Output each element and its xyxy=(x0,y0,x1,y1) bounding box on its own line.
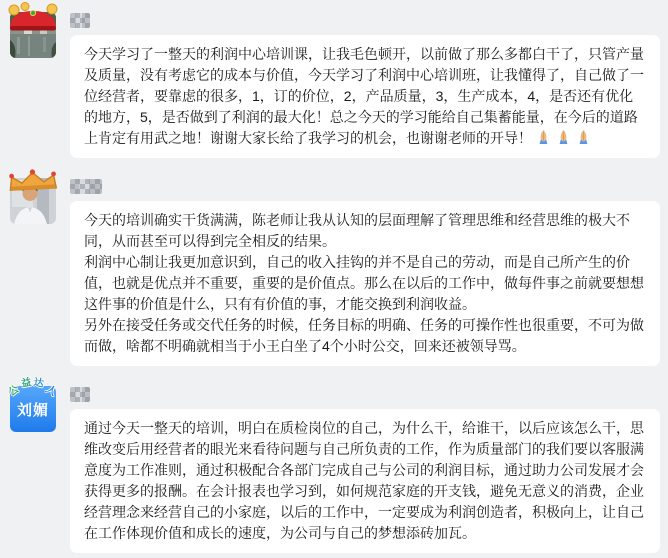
message-bubble xyxy=(70,35,660,158)
badge-char: 达 xyxy=(32,377,45,390)
avatar-photo-man-white-coat xyxy=(10,178,56,224)
avatar-user-1[interactable] xyxy=(10,12,56,58)
message-bubble xyxy=(70,201,660,366)
folded-hands-emoji xyxy=(575,129,592,146)
folded-hands-emoji xyxy=(555,129,572,146)
badge-char: 公 xyxy=(6,383,22,399)
avatar-photo-canal-town xyxy=(10,12,56,58)
message-text xyxy=(84,44,646,149)
message-row-3 xyxy=(6,377,660,553)
message-text: 利润中心制让我更加意识到，自己的收入挂钩的并不是自己的劳动，而是自己所产生的价值，也就是优点并不重要，重要的是价值点。那么在以后的工作中，做每件事之前就要想想这件事的价值是什么，只有有价值的事，才能交换到利润收益。 xyxy=(84,254,644,312)
username-censored-mosaic xyxy=(70,13,90,28)
charity-expert-badge xyxy=(6,373,62,399)
avatar-user-2[interactable] xyxy=(10,178,56,224)
folded-hands-emoji xyxy=(535,129,552,146)
badge-char: 益 xyxy=(20,377,33,390)
username-censored-mosaic xyxy=(70,179,102,194)
folded-hands-emoji-group xyxy=(532,130,592,146)
message-row-1 xyxy=(10,12,660,158)
message-text-span: 今天学习了一整天的利润中心培训课，让我毛色顿开，以前做了那么多都白干了，只管产量及质量，没有考虑它的成本与价值，今天学习了利润中心培训班，让我懂得了，自己做了一位经营者，要靠虑的很多，1，订的价位，2，产品质量，3，生产成本，4，是否还有优化的地方，5，是否做到了利润的最大化！总之今天的学习能给自己集蓄能量，在今后的道路上肯定有用武之地！谢谢大家长给了我学习的机会，也谢谢老师的开导！ xyxy=(84,46,644,146)
message-text: 今天的培训确实干货满满，陈老师让我从认知的层面理解了管理思维和经营思维的极大不同，从而甚至可以得到完全相反的结果。 xyxy=(84,212,630,249)
message-bubble xyxy=(70,409,660,553)
badge-char: 人 xyxy=(43,383,59,399)
avatar-text-liumei: 刘媚 xyxy=(10,386,56,432)
username-censored-mosaic xyxy=(70,387,90,402)
avatar-user-3[interactable] xyxy=(6,377,59,432)
message-text: 通过今天一整天的培训，明白在质检岗位的自己，为什么干，给谁干，以后应该怎么干，思维改变后用经营者的眼光来看待问题与自己所负责的工作，作为质量部门的我们要以客服满意度为工作准则，通过积极配合各部门完成自己与公司的利润目标，通过助力公司发展才会获得更多的报酬。在会计报表也学习到，如何规范家庭的开支钱，避免无意义的消费，企业经营理念来经营自己的小家庭，以后的工作中，一定要成为利润创造者，积极向上，让自己在工作体现价值和成长的速度，为公司与自己的梦想添砖加瓦。 xyxy=(84,420,644,541)
message-row-2 xyxy=(10,178,660,366)
message-text: 另外在接受任务或交代任务的时候，任务目标的明确、任务的可操作性也很重要，不可为做而做，啥都不明确就相当于小王白坐了4个小时公交，回来还被领导骂。 xyxy=(84,317,644,354)
